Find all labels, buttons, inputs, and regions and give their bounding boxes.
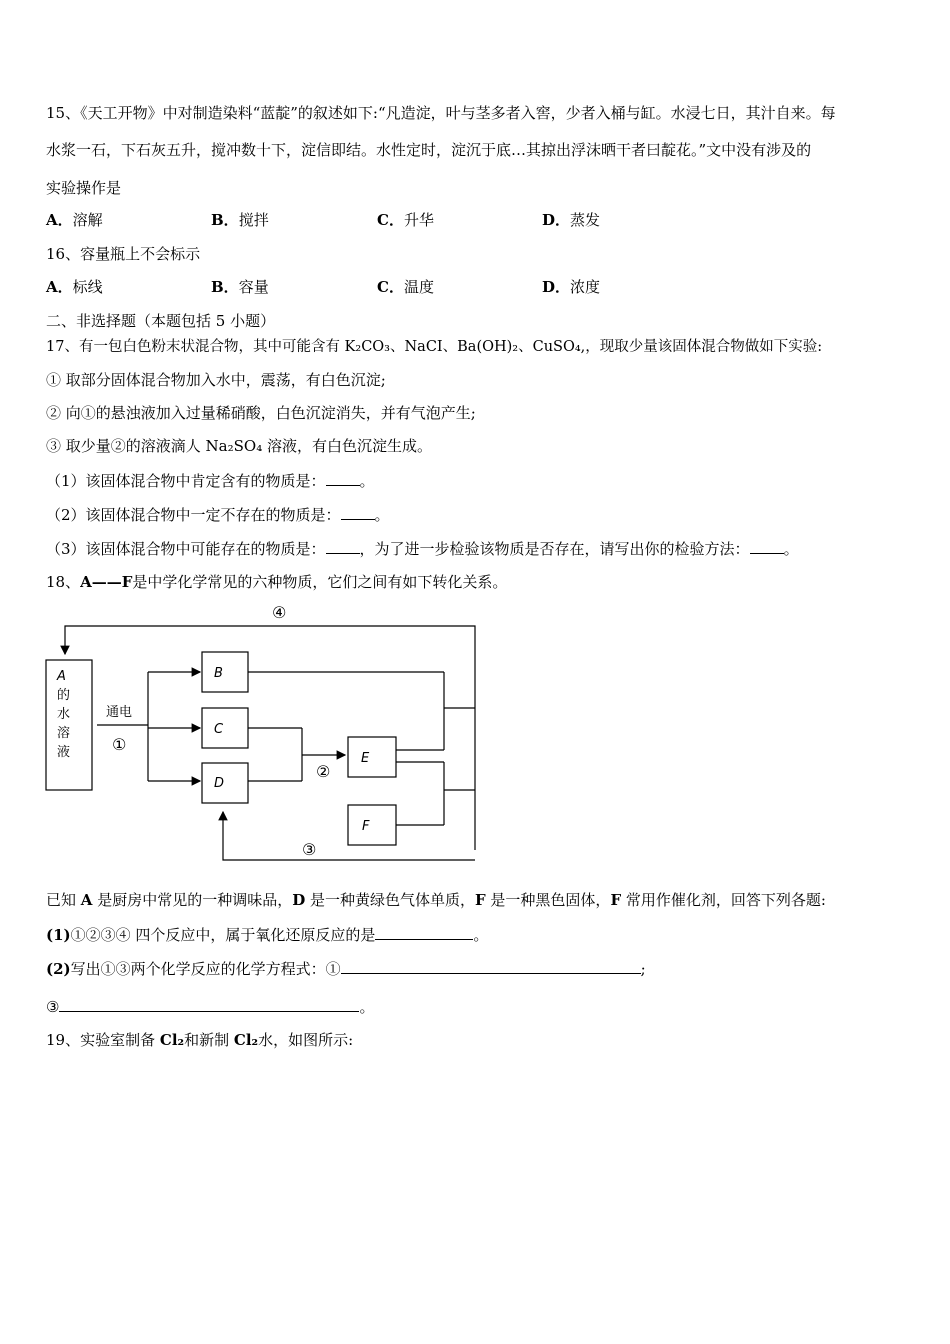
q15-line-3: 实验操作是 — [46, 179, 122, 197]
electrolysis-label: 通电 — [106, 705, 133, 720]
q16-option-b: B．容量 — [211, 278, 269, 296]
q15-option-d: D．蒸发 — [542, 211, 601, 229]
box-b — [202, 652, 248, 692]
q17-step-1: ① 取部分固体混合物加入水中，震荡，有白色沉淀; — [46, 371, 386, 389]
q17-stem: 17、有一包白色粉末状混合物，其中可能含有 K₂CO₃、NaCI、Ba(OH)₂、CuSO₄,，现取少量该固体混合物做如下实验: — [46, 339, 823, 355]
box-a-label: 水 — [57, 707, 71, 722]
reaction-flow-diagram — [40, 600, 490, 865]
q18-sub-1: (1)①②③④ 四个反应中，属于氧化还原反应的是 。 — [46, 926, 489, 944]
q16-option-c: C．温度 — [377, 278, 434, 296]
q17-sub-3: （3）该固体混合物中可能存在的物质是： ，为了进一步检验该物质是否存在，请写出你的检验方法： 。 — [46, 540, 799, 558]
reaction-1-label: ① — [112, 735, 127, 754]
box-a-label: 的 — [57, 688, 71, 703]
box-a-label: 液 — [57, 745, 71, 760]
box-f — [348, 805, 396, 845]
q15-option-b: B．搅拌 — [211, 211, 269, 229]
q17-step-3: ③ 取少量②的溶液滴人 Na₂SO₄ 溶液，有白色沉淀生成。 — [46, 437, 432, 455]
box-a — [46, 660, 92, 790]
q18-sub-2-line-2: ③ 。 — [46, 998, 375, 1016]
q16-option-d: D．浓度 — [542, 278, 601, 296]
q15-line-2: 水浆一石，下石灰五升，搅冲数十下，淀信即结。水性定时，淀沉于底…其掠出浮沫晒干者曰靛花。”文中没有涉及的 — [46, 141, 812, 159]
answer-blank — [750, 538, 784, 554]
q15-option-a: A．溶解 — [46, 211, 103, 229]
box-f-label: F — [362, 819, 370, 834]
section-heading: 二、非选择题（本题包括 5 小题） — [46, 312, 276, 330]
q16-option-a: A．标线 — [46, 278, 103, 296]
q15-option-c: C．升华 — [377, 211, 434, 229]
answer-blank — [326, 470, 360, 486]
box-a-label: A — [57, 669, 66, 684]
q19-stem: 19、实验室制备 Cl₂和新制 Cl₂水，如图所示: — [46, 1031, 354, 1049]
answer-blank — [341, 958, 641, 974]
q15-line-1: 15、《天工开物》中对制造染料“蓝靛”的叙述如下:“凡造淀，叶与茎多者入窖，少者入桶与缸。水浸七日，其汁自来。每 — [46, 104, 836, 122]
box-c-label: C — [214, 722, 224, 737]
q18-sub-2: (2)写出①③两个化学反应的化学方程式：① ; — [46, 960, 646, 978]
box-e — [348, 737, 396, 777]
q16-stem: 16、容量瓶上不会标示 — [46, 245, 201, 263]
q17-sub-1: （1）该固体混合物中肯定含有的物质是： 。 — [46, 472, 375, 490]
q18-stem: 18、A——F是中学化学常见的六种物质，它们之间有如下转化关系。 — [46, 573, 508, 591]
answer-blank — [375, 924, 473, 940]
box-a-label: 溶 — [57, 726, 71, 741]
arrow-reaction-3 — [223, 812, 475, 860]
answer-blank — [341, 504, 375, 520]
q18-known-info: 已知 A 是厨房中常见的一种调味品，D 是一种黄绿色气体单质，F 是一种黑色固体，F 常用作催化剂，回答下列各题: — [46, 891, 826, 909]
box-d-label: D — [214, 776, 225, 791]
reaction-4-label: ④ — [272, 603, 287, 622]
q17-sub-2: （2）该固体混合物中一定不存在的物质是： 。 — [46, 506, 390, 524]
box-c — [202, 708, 248, 748]
box-b-label: B — [214, 666, 223, 681]
arrow-reaction-4 — [65, 626, 475, 850]
box-e-label: E — [361, 751, 370, 766]
box-d — [202, 763, 248, 803]
reaction-2-label: ② — [316, 762, 331, 781]
answer-blank — [59, 996, 359, 1012]
reaction-3-label: ③ — [302, 840, 317, 859]
q17-step-2: ② 向①的悬浊液加入过量稀硝酸，白色沉淀消失，并有气泡产生; — [46, 404, 476, 422]
answer-blank — [326, 538, 360, 554]
